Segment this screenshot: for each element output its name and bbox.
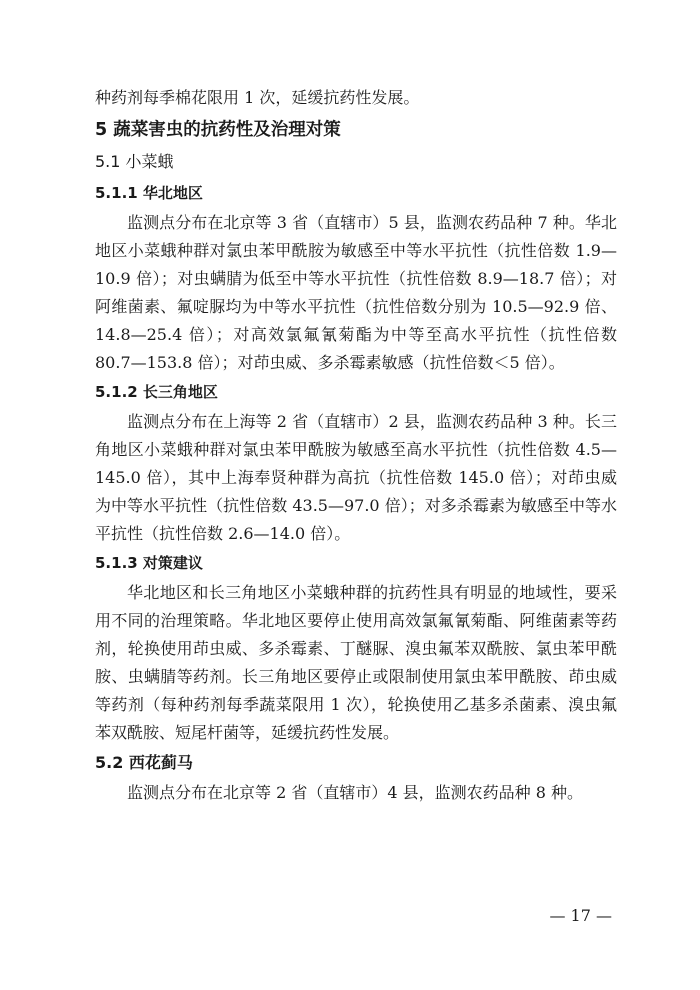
section-5-1-1-paragraph: 监测点分布在北京等 3 省（直辖市）5 县，监测农药品种 7 种。华北地区小菜蛾种群对氯虫苯甲酰胺为敏感至中等水平抗性（抗性倍数 1.9—10.9 倍）；对虫螨腈为低至中等水平抗性（抗性倍数 8.9—18.7 倍）；对阿维菌素、氟啶脲均为中等水平抗性（抗性倍数分别为 10.5—92.9 倍、14.8—25.4 倍）；对高效氯氟氰菊酯为中等至高水平抗性（抗性倍数 80.7—153.8 倍）；对茚虫威、多杀霉素敏感（抗性倍数＜5 倍）。 <box>95 213 617 372</box>
section-5-1-3-heading: 5.1.3 对策建议 <box>95 554 203 572</box>
section-5-1-heading: 5.1 小菜蛾 <box>95 152 174 171</box>
continuation-line: 种药剂每季棉花限用 1 次，延缓抗药性发展。 <box>95 88 420 107</box>
document-page <box>95 84 617 807</box>
section-5-2-paragraph: 监测点分布在北京等 2 省（直辖市）4 县，监测农药品种 8 种。 <box>127 783 583 802</box>
section-5-1-2-heading: 5.1.2 长三角地区 <box>95 383 218 401</box>
page-number: — 17 — <box>549 906 612 925</box>
section-5-1-1-heading: 5.1.1 华北地区 <box>95 184 203 202</box>
section-5-2-heading: 5.2 西花蓟马 <box>95 753 193 772</box>
section-5-1-2-paragraph: 监测点分布在上海等 2 省（直辖市）2 县，监测农药品种 3 种。长三角地区小菜蛾种群对氯虫苯甲酰胺为敏感至高水平抗性（抗性倍数 4.5—145.0 倍），其中上海奉贤种群为高抗（抗性倍数 145.0 倍）；对茚虫威为中等水平抗性（抗性倍数 43.5—97.0 倍）；对多杀霉素为敏感至中等水平抗性（抗性倍数 2.6—14.0 倍）。 <box>95 412 617 543</box>
section-5-1-3-paragraph: 华北地区和长三角地区小菜蛾种群的抗药性具有明显的地域性，要采用不同的治理策略。华北地区要停止使用高效氯氟氰菊酯、阿维菌素等药剂，轮换使用茚虫威、多杀霉素、丁醚脲、溴虫氟苯双酰胺、氯虫苯甲酰胺、虫螨腈等药剂。长三角地区要停止或限制使用氯虫苯甲酰胺、茚虫威等药剂（每种药剂每季蔬菜限用 1 次），轮换使用乙基多杀菌素、溴虫氟苯双酰胺、短尾杆菌等，延缓抗药性发展。 <box>95 583 617 742</box>
section-5-heading: 5 蔬菜害虫的抗药性及治理对策 <box>95 120 341 140</box>
